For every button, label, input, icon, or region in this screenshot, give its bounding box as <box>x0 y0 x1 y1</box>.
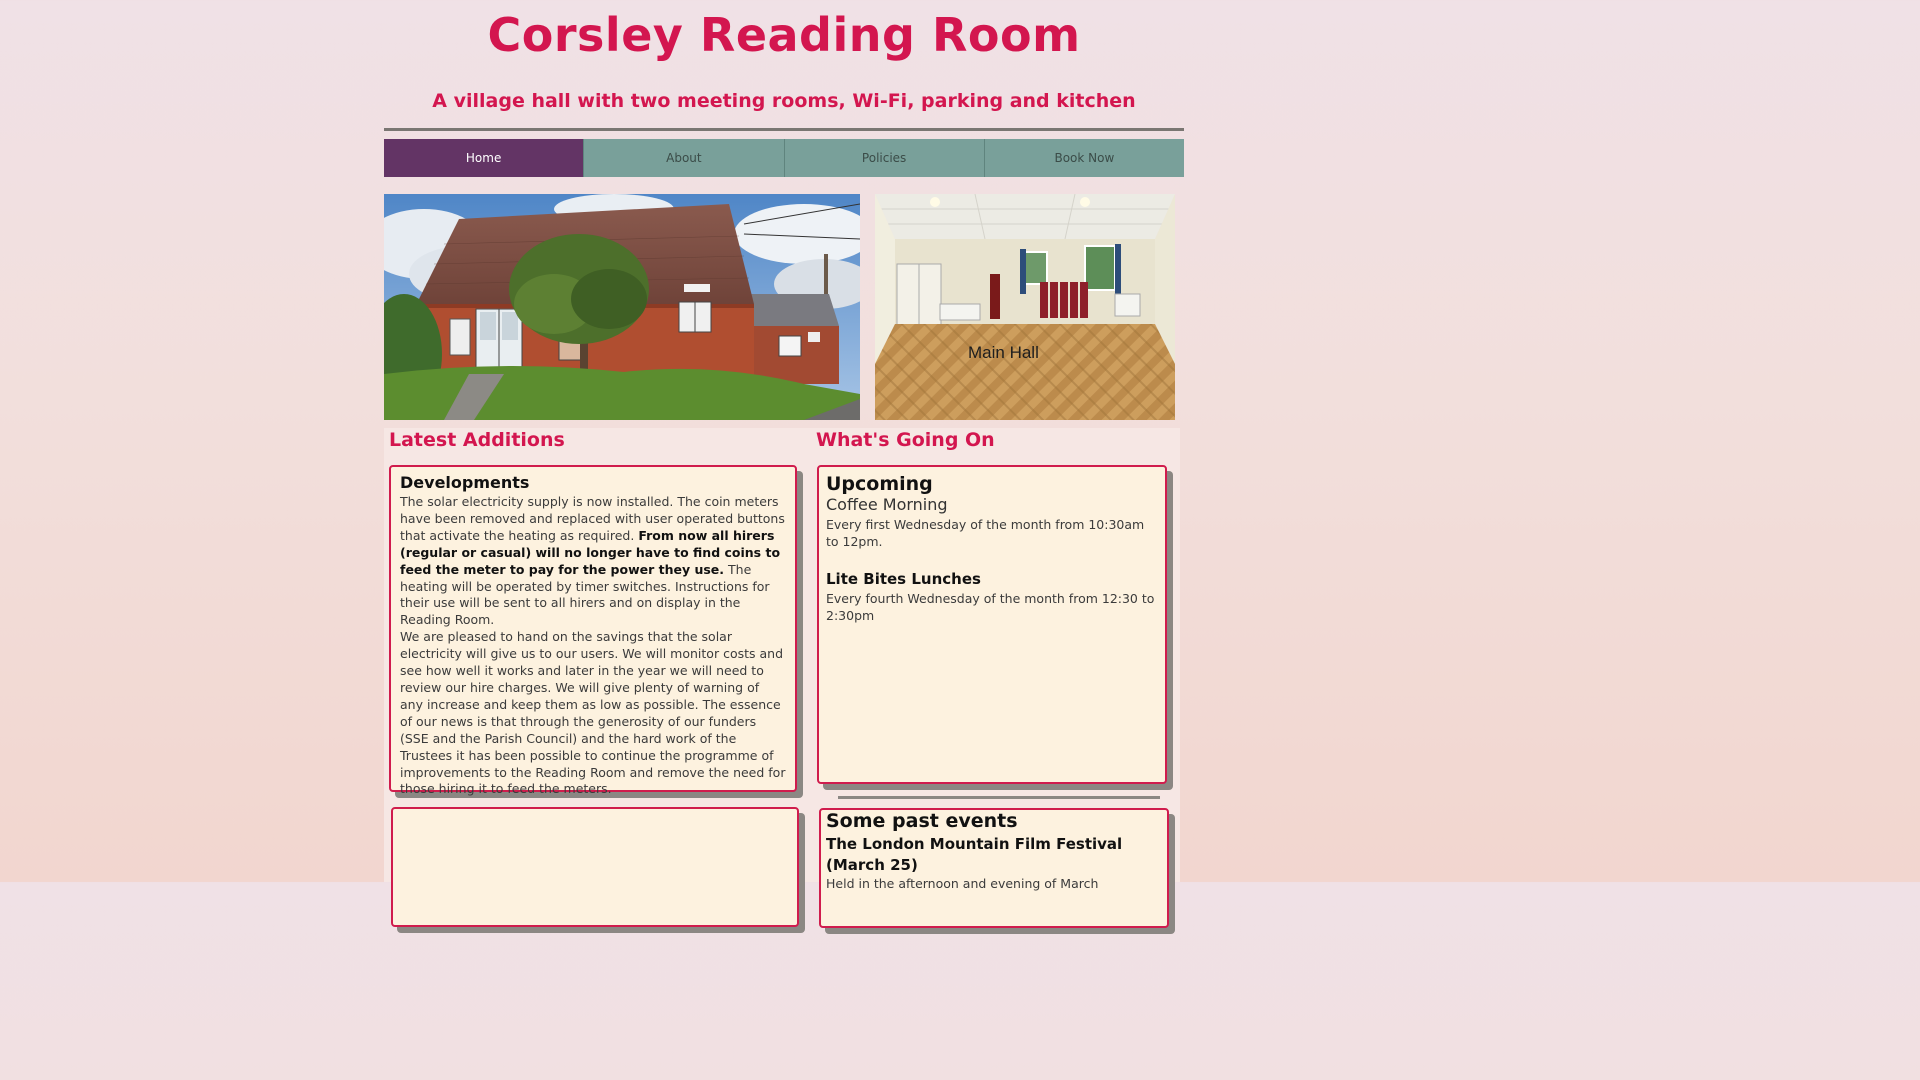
site-title: Corsley Reading Room <box>487 8 1081 62</box>
past-events-title: Some past events <box>826 810 1018 832</box>
developments-panel <box>389 465 797 797</box>
past-events-panel <box>819 808 1169 928</box>
event-lite-bites-title: Lite Bites Lunches <box>826 569 981 588</box>
reading-room-exterior-photo <box>384 194 860 420</box>
past-event-detail: Held in the afternoon and evening of March <box>826 876 1099 891</box>
lower-left-panel <box>391 807 799 927</box>
developments-text-part-1: The solar electricity supply is now installed. The coin meters have been removed and replaced with user operated buttons that activate the heating as required. <box>400 494 785 543</box>
event-coffee-morning-title: Coffee Morning <box>826 495 948 514</box>
developments-text-bold: From now all hirers (regular or casual) will no longer have to find coins to feed the meter to pay for the power they use. <box>400 527 781 577</box>
upcoming-panel <box>817 465 1167 784</box>
nav-item-about[interactable]: About <box>583 139 783 177</box>
latest-additions-heading: Latest Additions <box>389 429 565 451</box>
event-coffee-morning-detail: Every first Wednesday of the month from 10:30am to 12pm. <box>826 517 1145 549</box>
developments-text-part-3: We are pleased to hand on the savings that the solar electricity will give us to our users. We will monitor costs and see how well it works and later in the year we will need to review our hire charges. We will give plenty of warning of any increase and keep them as low as possible. The essence of our news is that through the generosity of our funders (SSE and the Parish Council) and the hard work of the Trustees it has been possible to continue the programme of improvements to the Reading Room and remove the need for those hiring it to feed the meters. <box>400 629 786 797</box>
past-event-film-festival: The London Mountain Film Festival (March 25) <box>826 835 1123 874</box>
site-subtitle: A village hall with two meeting rooms, Wi-Fi, parking and kitchen <box>432 90 1136 112</box>
main-nav <box>384 139 1184 177</box>
nav-item-book-now[interactable]: Book Now <box>984 139 1184 177</box>
nav-item-home[interactable]: Home <box>384 139 583 177</box>
whats-going-on-heading: What's Going On <box>816 429 995 451</box>
title-divider <box>384 128 1184 131</box>
event-lite-bites-detail: Every fourth Wednesday of the month from 12:30 to 2:30pm <box>826 590 1155 623</box>
nav-item-policies[interactable]: Policies <box>784 139 984 177</box>
events-divider <box>838 796 1160 799</box>
main-hall-photo <box>875 194 1175 420</box>
developments-text <box>400 494 786 629</box>
developments-title: Developments <box>400 473 530 492</box>
main-hall-caption: Main Hall <box>968 343 1039 362</box>
upcoming-title: Upcoming <box>826 473 933 495</box>
developments-text-part-2: The heating will be operated by timer switches. Instructions for their use will be sent to all hirers and on display in the Reading Room. <box>400 561 770 628</box>
